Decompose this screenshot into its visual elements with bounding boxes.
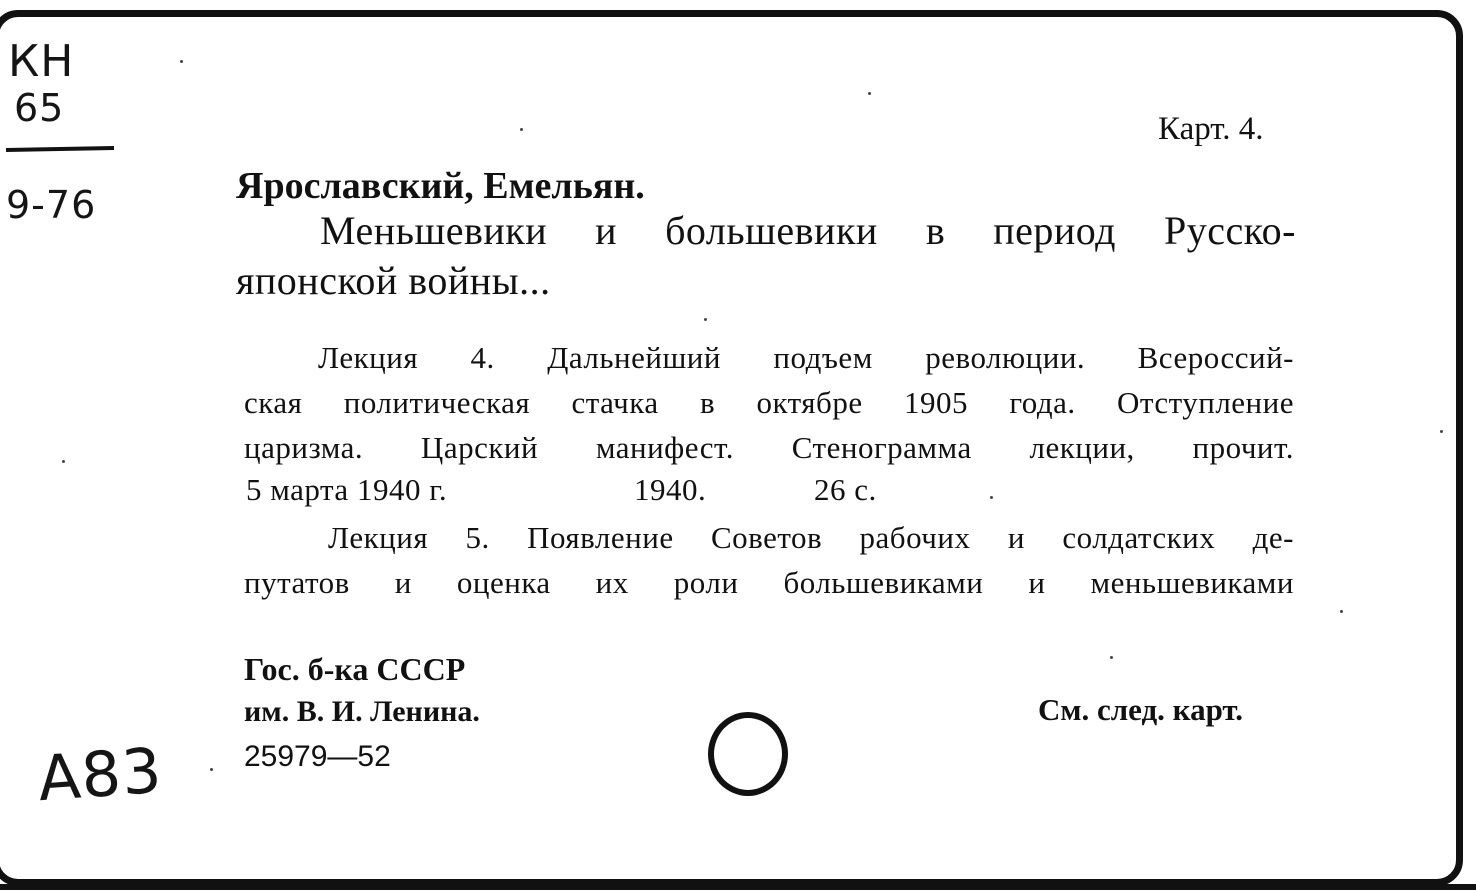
lecture-5-line: Лекция 5. Появление Советов рабочих и солдатских де- [328,520,1294,555]
title-line-1: Меньшевики и большевики в период Русско- [320,208,1296,253]
lecture-4-line: ская политическая стачка в октябре 1905 года. Отступление [244,385,1294,420]
library-name: Гос. б-ка СССР [244,651,466,687]
lecture-4-line: Лекция 4. Дальнейший подъем революции. Всероссий- [318,340,1294,375]
card-number: Карт. 4. [1158,111,1264,147]
handwritten-shelf-number: 65 [14,86,65,130]
handwritten-shelf-top: КН [8,36,75,87]
author-heading: Ярославский, Емельян. [236,165,645,207]
title-line-2: японской войны... [236,258,551,303]
lecture-5-description [244,515,1294,605]
speck [868,92,871,95]
speck [180,60,183,63]
card-bottom-edge [0,884,1476,890]
handwritten-bottom-code: А83 [35,733,165,816]
lecture-4-year: 1940. [634,472,707,507]
speck [704,318,707,321]
card-punch-hole [708,712,788,796]
speck [1340,610,1343,613]
speck [210,768,213,771]
handwritten-shelf-code: 9-76 [6,183,97,227]
library-card-code: 25979—52 [244,740,391,773]
library-name-line-2: им. В. И. Ленина. [244,695,480,728]
lecture-4-date: 5 марта 1940 г. [246,472,448,507]
lecture-4-pages: 26 с. [814,472,877,507]
speck [520,128,523,131]
lecture-4-description [244,335,1294,470]
speck [1440,430,1443,433]
speck [990,496,993,499]
speck [62,460,65,463]
lecture-5-line: путатов и оценка их роли большевиками и меньшевиками [244,565,1294,600]
see-next-card: См. след. карт. [1038,692,1244,727]
speck [1110,656,1113,659]
lecture-4-line: царизма. Царский манифест. Стенограмма лекции, прочит. [244,430,1294,465]
